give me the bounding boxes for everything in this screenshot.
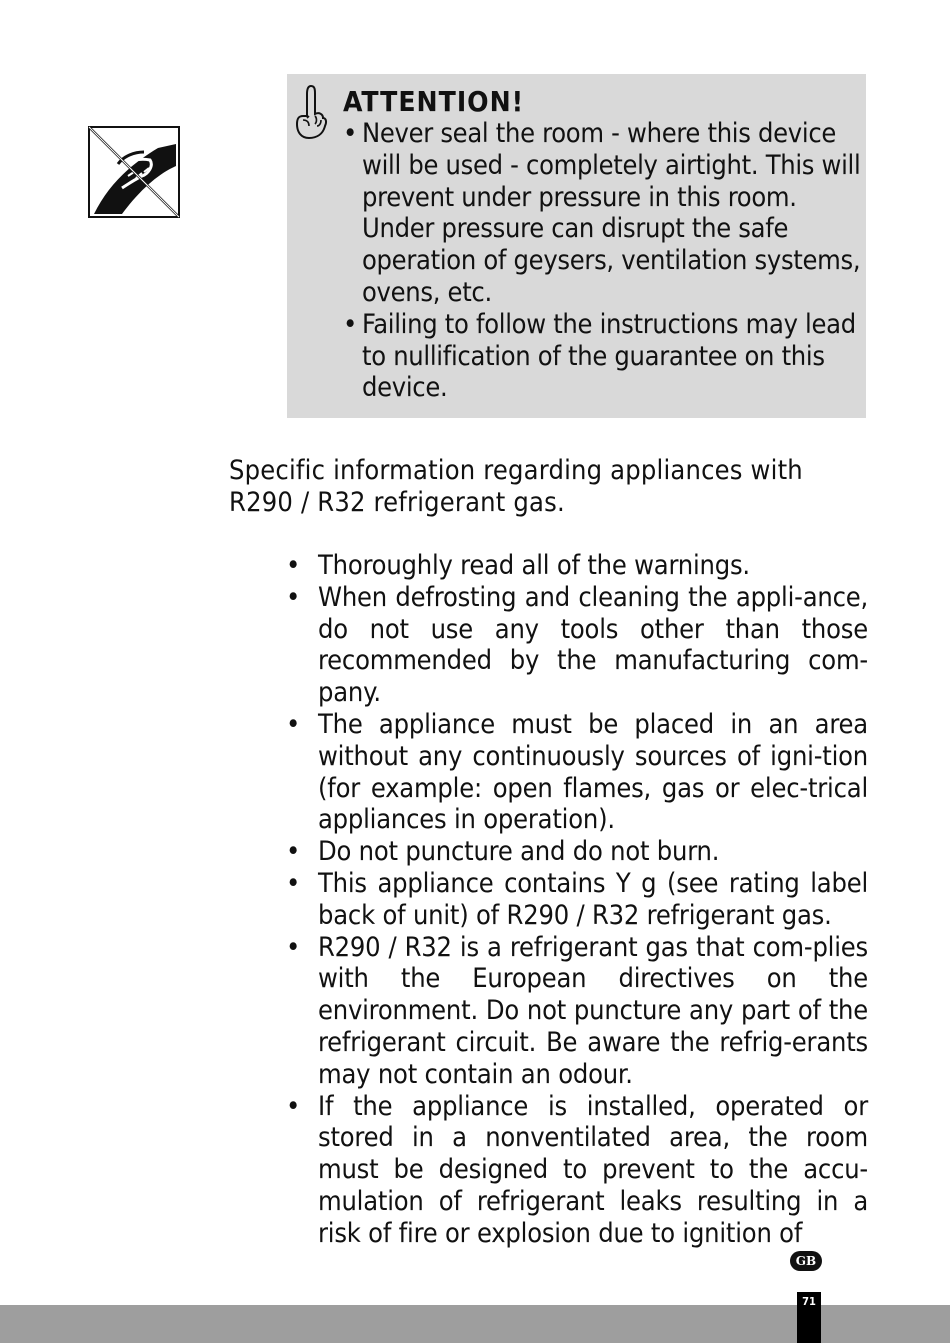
list-item: [284, 1091, 868, 1250]
language-badge: GB: [790, 1251, 822, 1271]
bullet: •: [286, 708, 301, 740]
intro-paragraph: Specific information regarding appliances with R290 / R32 refrigerant gas.: [229, 455, 803, 518]
list-item: [343, 118, 863, 309]
list-item: [343, 309, 863, 404]
attention-item-text: Failing to follow the instructions may lead to nullification of the guarantee on this device.: [362, 308, 856, 404]
bullet: •: [286, 836, 301, 868]
list-item: [284, 709, 868, 836]
bullet: •: [286, 1090, 301, 1122]
bullet: •: [286, 581, 301, 613]
list-item: [284, 582, 868, 709]
attention-list: [343, 118, 863, 404]
list-item-text: Do not puncture and do not burn.: [318, 836, 720, 868]
warnings-list: [284, 550, 868, 1250]
bullet: •: [286, 550, 301, 581]
bullet: •: [286, 931, 301, 963]
list-item: [284, 868, 868, 932]
pointing-hand-icon: [293, 84, 329, 140]
attention-box: [287, 74, 866, 418]
list-item-text: R290 / R32 is a refrigerant gas that com-plies with the European directives on the environment. Do not puncture any part of the refrigerant circuit. Be aware the refrig-erants may not contain an odour.: [318, 931, 868, 1090]
list-item: [284, 836, 868, 868]
page-number: 71: [797, 1292, 821, 1343]
bullet: •: [286, 867, 301, 899]
list-item-text: The appliance must be placed in an area without any continuously sources of igni-tion (for example: open flames, gas or elec-trical appliances in operation).: [318, 708, 868, 836]
list-item-text: This appliance contains Y g (see rating label back of unit) of R290 / R32 refrigerant gas.: [318, 867, 868, 931]
attention-item-text: Never seal the room - where this device will be used - completely airtight. This will prevent under pressure in this room. Under pressure can disrupt the safe operation of geysers, ventilation systems, ovens, etc.: [362, 118, 861, 308]
list-item-text: Thoroughly read all of the warnings.: [318, 550, 750, 581]
bullet: •: [343, 308, 358, 340]
attention-title: ATTENTION!: [343, 85, 525, 118]
list-item: [284, 550, 868, 582]
list-item: [284, 932, 868, 1091]
no-sealing-prohibited-icon: [88, 126, 180, 218]
list-item-text: If the appliance is installed, operated or stored in a nonventilated area, the room must be designed to prevent to the accu-mulation of refrigerant leaks resulting in a risk of fire or explosion due to ignition of: [318, 1090, 868, 1249]
list-item-text: When defrosting and cleaning the appli-ance, do not use any tools other than those recommended by the manufacturing com-pany.: [318, 581, 868, 709]
bullet: •: [343, 118, 358, 149]
